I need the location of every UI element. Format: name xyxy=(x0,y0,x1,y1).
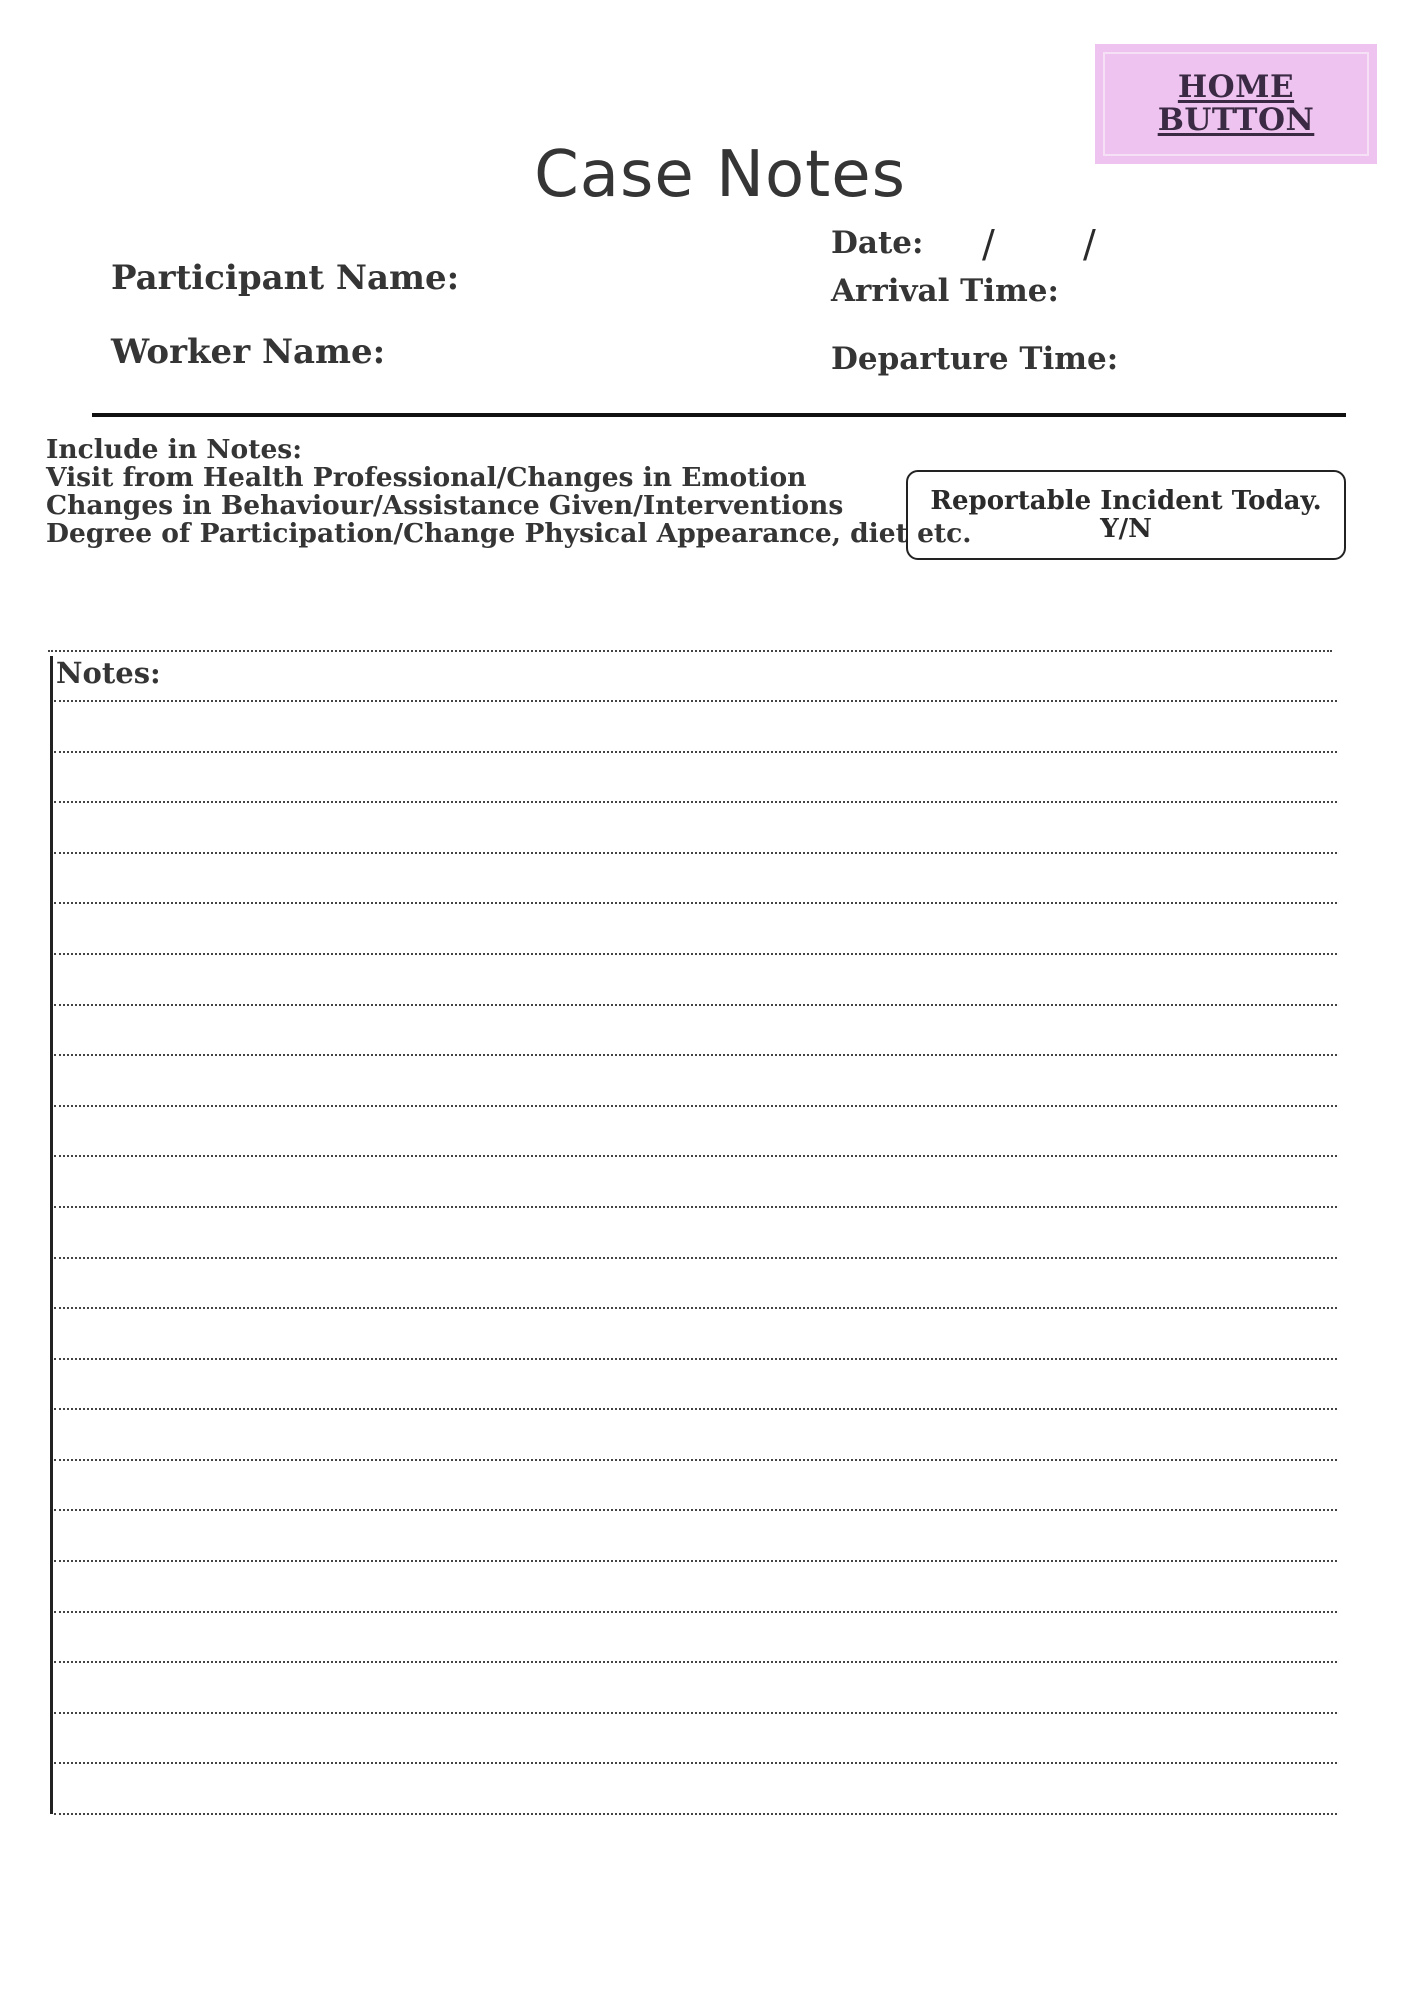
notes-left-border xyxy=(50,656,53,1814)
note-writing-line[interactable] xyxy=(54,1712,1337,1714)
page-title: Case Notes xyxy=(534,138,906,212)
note-writing-line[interactable] xyxy=(54,1206,1337,1208)
note-writing-line[interactable] xyxy=(54,1813,1337,1815)
reportable-incident-box[interactable] xyxy=(906,470,1346,560)
home-button-label-line1: HOME xyxy=(1177,69,1295,105)
note-writing-line[interactable] xyxy=(54,1054,1337,1056)
participant-name-label: Participant Name: xyxy=(111,258,460,298)
note-writing-line[interactable] xyxy=(54,953,1337,955)
note-writing-line[interactable] xyxy=(54,700,1337,702)
instructions-heading: Include in Notes: xyxy=(46,434,303,465)
worker-name-label: Worker Name: xyxy=(111,332,386,372)
notes-top-rule xyxy=(48,650,1332,652)
note-writing-line[interactable] xyxy=(54,1105,1337,1107)
note-writing-line[interactable] xyxy=(54,1459,1337,1461)
note-writing-line[interactable] xyxy=(54,902,1337,904)
note-writing-line[interactable] xyxy=(54,1004,1337,1006)
date-label: Date: xyxy=(831,225,924,261)
header-divider xyxy=(92,413,1346,417)
note-writing-line[interactable] xyxy=(54,1155,1337,1157)
home-button-label-line2: BUTTON xyxy=(1157,102,1315,138)
note-writing-line[interactable] xyxy=(54,1307,1337,1309)
date-slash-1: / xyxy=(982,222,995,266)
note-writing-line[interactable] xyxy=(54,1661,1337,1663)
note-writing-line[interactable] xyxy=(54,1611,1337,1613)
note-writing-line[interactable] xyxy=(54,1408,1337,1410)
note-writing-line[interactable] xyxy=(54,1762,1337,1764)
instruction-line: Visit from Health Professional/Changes in Emotion xyxy=(46,462,807,493)
incident-question: Reportable Incident Today. xyxy=(930,486,1322,516)
departure-time-label: Departure Time: xyxy=(831,341,1119,377)
instruction-line: Changes in Behaviour/Assistance Given/Interventions xyxy=(46,490,844,521)
note-writing-line[interactable] xyxy=(54,1257,1337,1259)
note-writing-line[interactable] xyxy=(54,751,1337,753)
note-writing-line[interactable] xyxy=(54,852,1337,854)
arrival-time-label: Arrival Time: xyxy=(831,273,1059,309)
note-writing-line[interactable] xyxy=(54,801,1337,803)
note-writing-line[interactable] xyxy=(54,1358,1337,1360)
date-slash-2: / xyxy=(1083,222,1096,266)
instruction-line: Degree of Participation/Change Physical Appearance, diet etc. xyxy=(46,518,972,549)
incident-yes-no: Y/N xyxy=(1100,514,1152,544)
note-writing-line[interactable] xyxy=(54,1509,1337,1511)
instructions-block xyxy=(46,436,972,548)
notes-label: Notes: xyxy=(56,656,161,690)
note-writing-line[interactable] xyxy=(54,1560,1337,1562)
